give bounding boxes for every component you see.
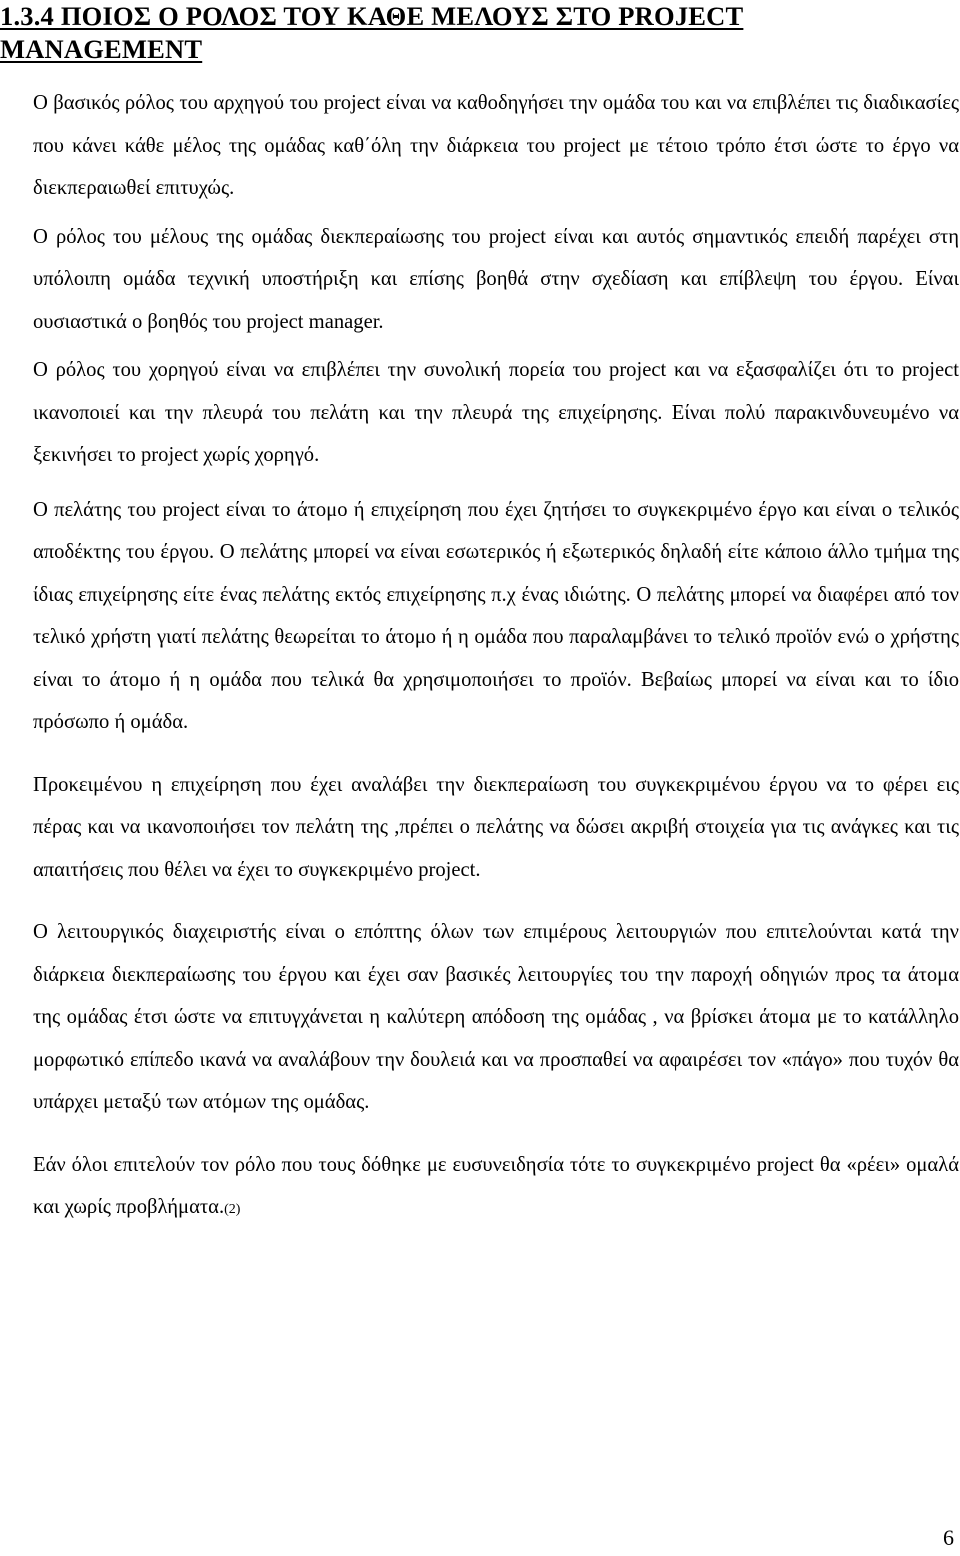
section-heading (0, 0, 960, 66)
section-heading-line-2: MANAGEMENT (0, 34, 203, 64)
page-number: 6 (943, 1525, 954, 1550)
paragraph-client-requirements: Προκειμένου η επιχείρηση που έχει αναλάβει την διεκπεραίωση του συγκεκριμένου έργου να το φέρει εις πέρας και να ικανοποιήσει τον πελάτη της ,πρέπει ο πελάτης να δώσει ακριβή στοιχεία για τις ανάγκες και τις απαιτήσεις που θέλει να έχει το συγκεκριμένο project. (33, 773, 959, 881)
conclusion-text: Εάν όλοι επιτελούν τον ρόλο που τους δόθηκε με ευσυνειδησία τότε το συγκεκριμένο project θα «ρέει» ομαλά και χωρίς προβλήματα. (33, 1153, 959, 1218)
reference-marker: (2) (224, 1202, 241, 1217)
paragraph-team-leader-role: Ο βασικός ρόλος του αρχηγού του project είναι να καθοδηγήσει την ομάδα του και να επιβλέπει τις διαδικασίες που κάνει κάθε μέλος της ομάδας καθ΄όλη την διάρκεια του project με τέτοιο τρόπο έτσι ώστε το έργο να διεκπεραιωθεί επιτυχώς. (33, 92, 959, 199)
paragraph-client-role: Ο πελάτης του project είναι το άτομο ή επιχείρηση που έχει ζητήσει το συγκεκριμένο έργο και είναι ο τελικός αποδέκτης του έργου. Ο πελάτης μπορεί να είναι εσωτερικός ή εξωτερικός δηλαδή είτε κάποιο άλλο τμήμα της ίδιας επιχείρησης είτε ένας πελάτης εκτός επιχείρησης π.χ ένας ιδιώτης. Ο πελάτης μπορεί να διαφέρει από τον τελικό χρήστη γιατί πελάτης θεωρείται το άτομο ή η ομάδα που παραλαμβάνει το τελικό προϊόν ενώ ο χρήστης είναι το άτομο ή η ομάδα που τελικά θα χρησιμοποιήσει το προϊόν. Βεβαίως μπορεί να είναι και το ίδιο πρόσωπο ή ομάδα. (33, 498, 959, 733)
body-text (33, 82, 959, 1232)
paragraph-conclusion (33, 1144, 959, 1232)
paragraph-functional-manager-role: Ο λειτουργικός διαχειριστής είναι ο επόπτης όλων των επιμέρους λειτουργιών που επιτελούνται κατά την διάρκεια διεκπεραίωσης του έργου και έχει σαν βασικές λειτουργίες του την παροχή οδηγιών προς τα άτομα της ομάδας έτσι ώστε να επιτυγχάνεται η καλύτερη απόδοση της ομάδας , να βρίσκει άτομα με το κατάλληλο μορφωτικό επίπεδο ικανά να αναλάβουν την δουλειά και να προσπαθεί να αφαιρέσει τον «πάγο» που τυχόν θα υπάρχει μεταξύ των ατόμων της ομάδας. (33, 921, 959, 1113)
section-heading-line-1: 1.3.4 ΠΟΙΟΣ Ο ΡΟΛΟΣ ΤΟΥ ΚΑΘΕ ΜΕΛΟΥΣ ΣΤΟ PROJECT (0, 1, 744, 31)
paragraph-team-member-role: Ο ρόλος του μέλους της ομάδας διεκπεραίωσης του project είναι και αυτός σημαντικός επειδή παρέχει στη υπόλοιπη ομάδα τεχνική υποστήριξη και επίσης βοηθά στην σχεδίαση και επίβλεψη του έργου. Είναι ουσιαστικά ο βοηθός του project manager. (33, 225, 959, 333)
paragraph-sponsor-role: Ο ρόλος του χορηγού είναι να επιβλέπει την συνολική πορεία του project και να εξασφαλίζει ότι το project ικανοποιεί και την πλευρά του πελάτη και την πλευρά της επιχείρησης. Είναι πολύ παρακινδυνευμένο να ξεκινήσει το project χωρίς χορηγό. (33, 359, 959, 466)
